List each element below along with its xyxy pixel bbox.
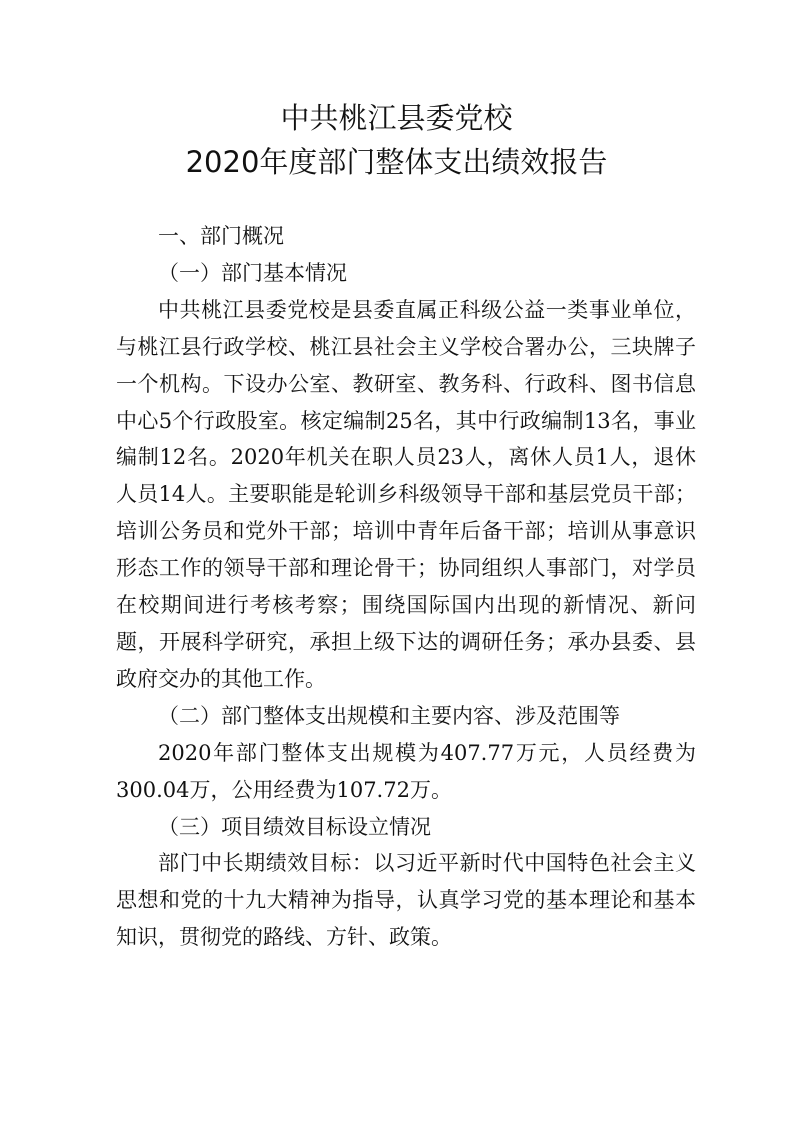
document-body bbox=[116, 218, 696, 956]
subsection2-paragraph: 2020年部门整体支出规模为407.77万元，人员经费为300.04万，公用经费为107.72万。 bbox=[116, 740, 696, 802]
subsection1-heading: （一）部门基本情况 bbox=[158, 260, 347, 285]
document-title-line2: 2020年度部门整体支出绩效报告 bbox=[185, 145, 608, 179]
document-title-line1: 中共桃江县委党校 bbox=[280, 101, 513, 135]
section1-heading: 一、部门概况 bbox=[158, 224, 284, 248]
subsection1-paragraph: 中共桃江县委党校是县委直属正科级公益一类事业单位，与桃江县行政学校、桃江县社会主义学校合署办公，三块牌子一个机构。下设办公室、教研室、教务科、行政科、图书信息中心5个行政股室。核定编制25名，其中行政编制13名，事业编制12名。2020年机关在职人员23人，离休人员1人，退休人员14人。主要职能是轮训乡科级领导干部和基层党员干部；培训公务员和党外干部；培训中青年后备干部；培训从事意识形态工作的领导干部和理论骨干；协同组织人事部门，对学员在校期间进行考核考察；围绕国际国内出现的新情况、新问题，开展科学研究，承担上级下达的调研任务；承办县委、县政府交办的其他工作。 bbox=[116, 297, 696, 691]
subsection3-heading: （三）项目绩效目标设立情况 bbox=[158, 814, 431, 839]
subsection3-paragraph: 部门中长期绩效目标：以习近平新时代中国特色社会主义思想和党的十九大精神为指导，认真学习党的基本理论和基本知识，贯彻党的路线、方针、政策。 bbox=[116, 851, 696, 950]
subsection2-heading: （二）部门整体支出规模和主要内容、涉及范围等 bbox=[158, 703, 620, 728]
